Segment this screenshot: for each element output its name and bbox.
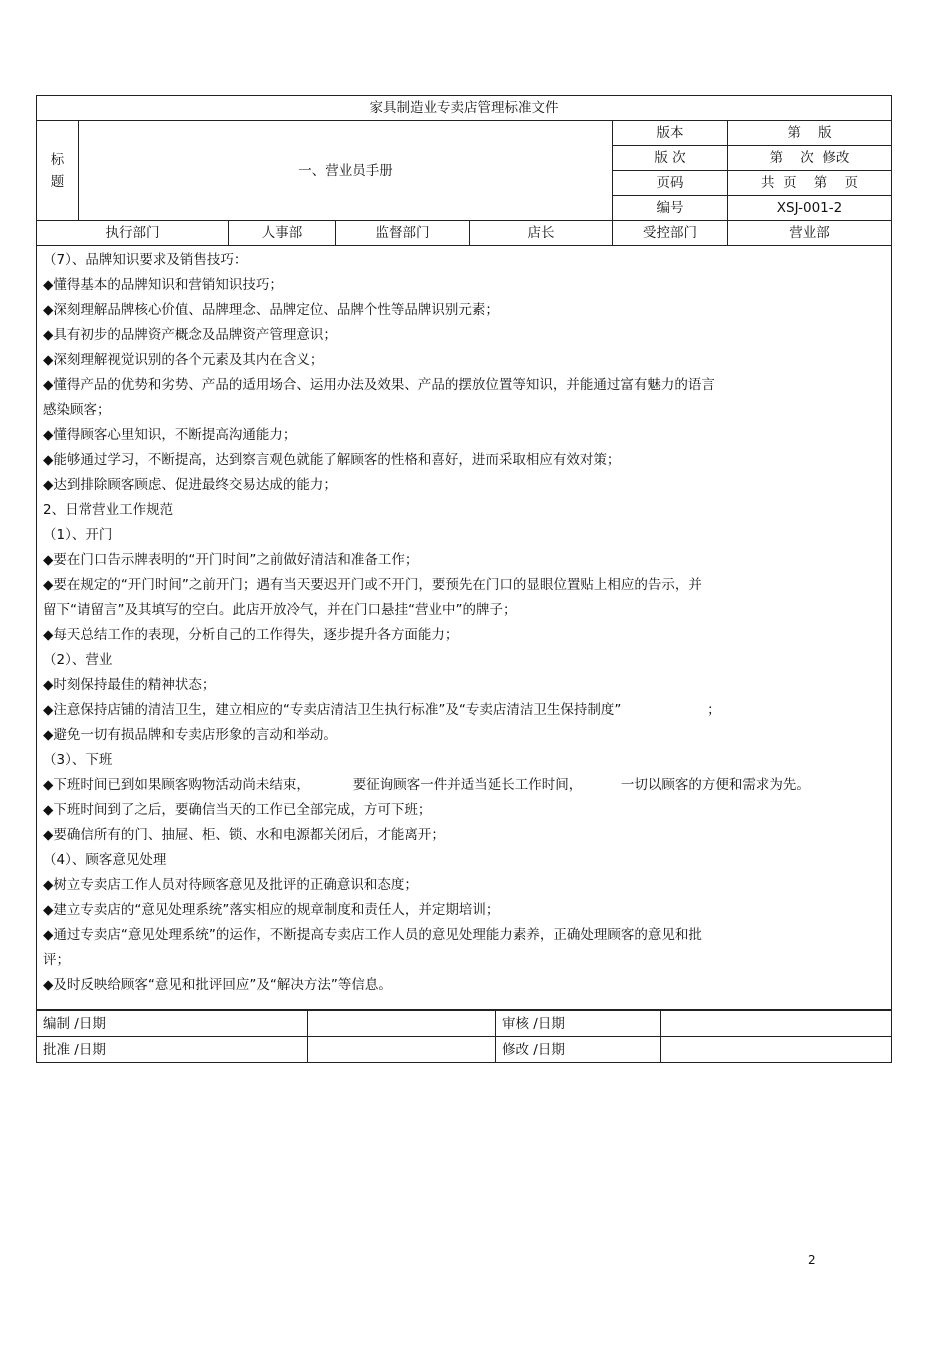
- title-label-line-2: 题: [50, 173, 65, 190]
- page-value: 共 页 第 页: [728, 171, 892, 196]
- body-line: 2、日常营业工作规范: [43, 502, 174, 518]
- body-line: ◆懂得顾客心里知识，不断提高沟通能力；: [43, 427, 297, 443]
- body-line: ◆树立专卖店工作人员对待顾客意见及批评的正确意识和态度；: [43, 877, 418, 893]
- document-subject: 一、营业员手册: [79, 121, 613, 221]
- revision-value: 第 次 修改: [728, 146, 892, 171]
- modify-date-field: [661, 1037, 892, 1063]
- body-line: ◆建立专卖店的“意见处理系统”落实相应的规章制度和责任人，并定期培训；: [43, 902, 500, 918]
- body-line: （3）、下班: [43, 752, 113, 768]
- review-date-label: 审核 /日期: [496, 1011, 661, 1037]
- code-label: 编号: [613, 196, 728, 221]
- document-title: 家具制造业专卖店管理标准文件: [37, 96, 892, 121]
- body-line: ◆具有初步的品牌资产概念及品牌资产管理意识；: [43, 327, 337, 343]
- body-line: ◆时刻保持最佳的精神状态；: [43, 677, 216, 693]
- revision-label: 版 次: [613, 146, 728, 171]
- document: [36, 95, 891, 1063]
- body-line: （2）、营业: [43, 652, 113, 668]
- body-line: ◆深刻理解品牌核心价值、品牌理念、品牌定位、品牌个性等品牌识别元素；: [43, 302, 499, 318]
- body-line: 感染顾客；: [43, 402, 111, 418]
- compile-date-label: 编制 /日期: [37, 1011, 308, 1037]
- body-line: ◆要在规定的“开门时间”之前开门；遇有当天要迟开门或不开门，要预先在门口的显眼位置贴上相应的告示，并: [43, 577, 702, 593]
- compile-date-field: [308, 1011, 496, 1037]
- control-dept-label: 受控部门: [613, 221, 728, 246]
- body-line: ◆懂得基本的品牌知识和营销知识技巧；: [43, 277, 283, 293]
- code-value: XSJ-001-2: [728, 196, 892, 221]
- body-line: ◆懂得产品的优势和劣势、产品的适用场合、运用办法及效果、产品的摆放位置等知识，并能通过富有魅力的语言: [43, 377, 715, 393]
- modify-date-label: 修改 /日期: [496, 1037, 661, 1063]
- page-number: 2: [808, 1253, 816, 1267]
- body-lines: [43, 248, 885, 998]
- body-line: （1）、开门: [43, 527, 113, 543]
- body-line: ◆下班时间已到如果顾客购物活动尚未结束， 要征询顾客一件并适当延长工作时间， 一切以顾客的方便和需求为先。: [43, 777, 810, 793]
- page-label: 页码: [613, 171, 728, 196]
- version-value: 第 版: [728, 121, 892, 146]
- body-line: 评；: [43, 952, 70, 968]
- body-line: ◆要确信所有的门、抽屉、柜、锁、水和电源都关闭后，才能离开；: [43, 827, 445, 843]
- version-label: 版本: [613, 121, 728, 146]
- exec-dept-label: 执行部门: [37, 221, 229, 246]
- body-line: 留下“请留言”及其填写的空白。此店开放冷气，并在门口悬挂“营业中”的牌子；: [43, 602, 517, 618]
- exec-dept-value: 人事部: [229, 221, 336, 246]
- body-line: ◆避免一切有损品牌和专卖店形象的言动和举动。: [43, 727, 337, 743]
- body-line: ◆下班时间到了之后，要确信当天的工作已全部完成，方可下班；: [43, 802, 432, 818]
- title-label: [37, 121, 79, 221]
- title-label-line-1: 标: [50, 151, 65, 168]
- body-line: ◆能够通过学习，不断提高，达到察言观色就能了解顾客的性格和喜好，进而采取相应有效对策；: [43, 452, 621, 468]
- body-line: ◆通过专卖店“意见处理系统”的运作，不断提高专卖店工作人员的意见处理能力素养，正确处理顾客的意见和批: [43, 927, 702, 943]
- body-line: （4）、顾客意见处理: [43, 852, 167, 868]
- monitor-dept-label: 监督部门: [336, 221, 470, 246]
- body-line: ◆要在门口告示牌表明的“开门时间”之前做好清洁和准备工作；: [43, 552, 419, 568]
- body-line: ◆深刻理解视觉识别的各个元素及其内在含义；: [43, 352, 324, 368]
- review-date-field: [661, 1011, 892, 1037]
- header-table: [36, 95, 892, 1010]
- body-line: ◆每天总结工作的表现，分析自己的工作得失，逐步提升各方面能力；: [43, 627, 459, 643]
- body-line: ◆达到排除顾客顾虑、促进最终交易达成的能力；: [43, 477, 337, 493]
- body-line: （7）、品牌知识要求及销售技巧：: [43, 252, 248, 268]
- monitor-dept-value: 店长: [470, 221, 613, 246]
- body-content: [37, 246, 892, 1010]
- control-dept-value: 营业部: [728, 221, 892, 246]
- approve-date-label: 批准 /日期: [37, 1037, 308, 1063]
- body-line: ◆及时反映给顾客“意见和批评回应”及“解决方法”等信息。: [43, 977, 392, 993]
- approve-date-field: [308, 1037, 496, 1063]
- body-line: ◆注意保持店铺的清洁卫生，建立相应的“专卖店清洁卫生执行标准”及“专卖店清洁卫生保持制度” ；: [43, 702, 721, 718]
- signature-table: [36, 1010, 892, 1063]
